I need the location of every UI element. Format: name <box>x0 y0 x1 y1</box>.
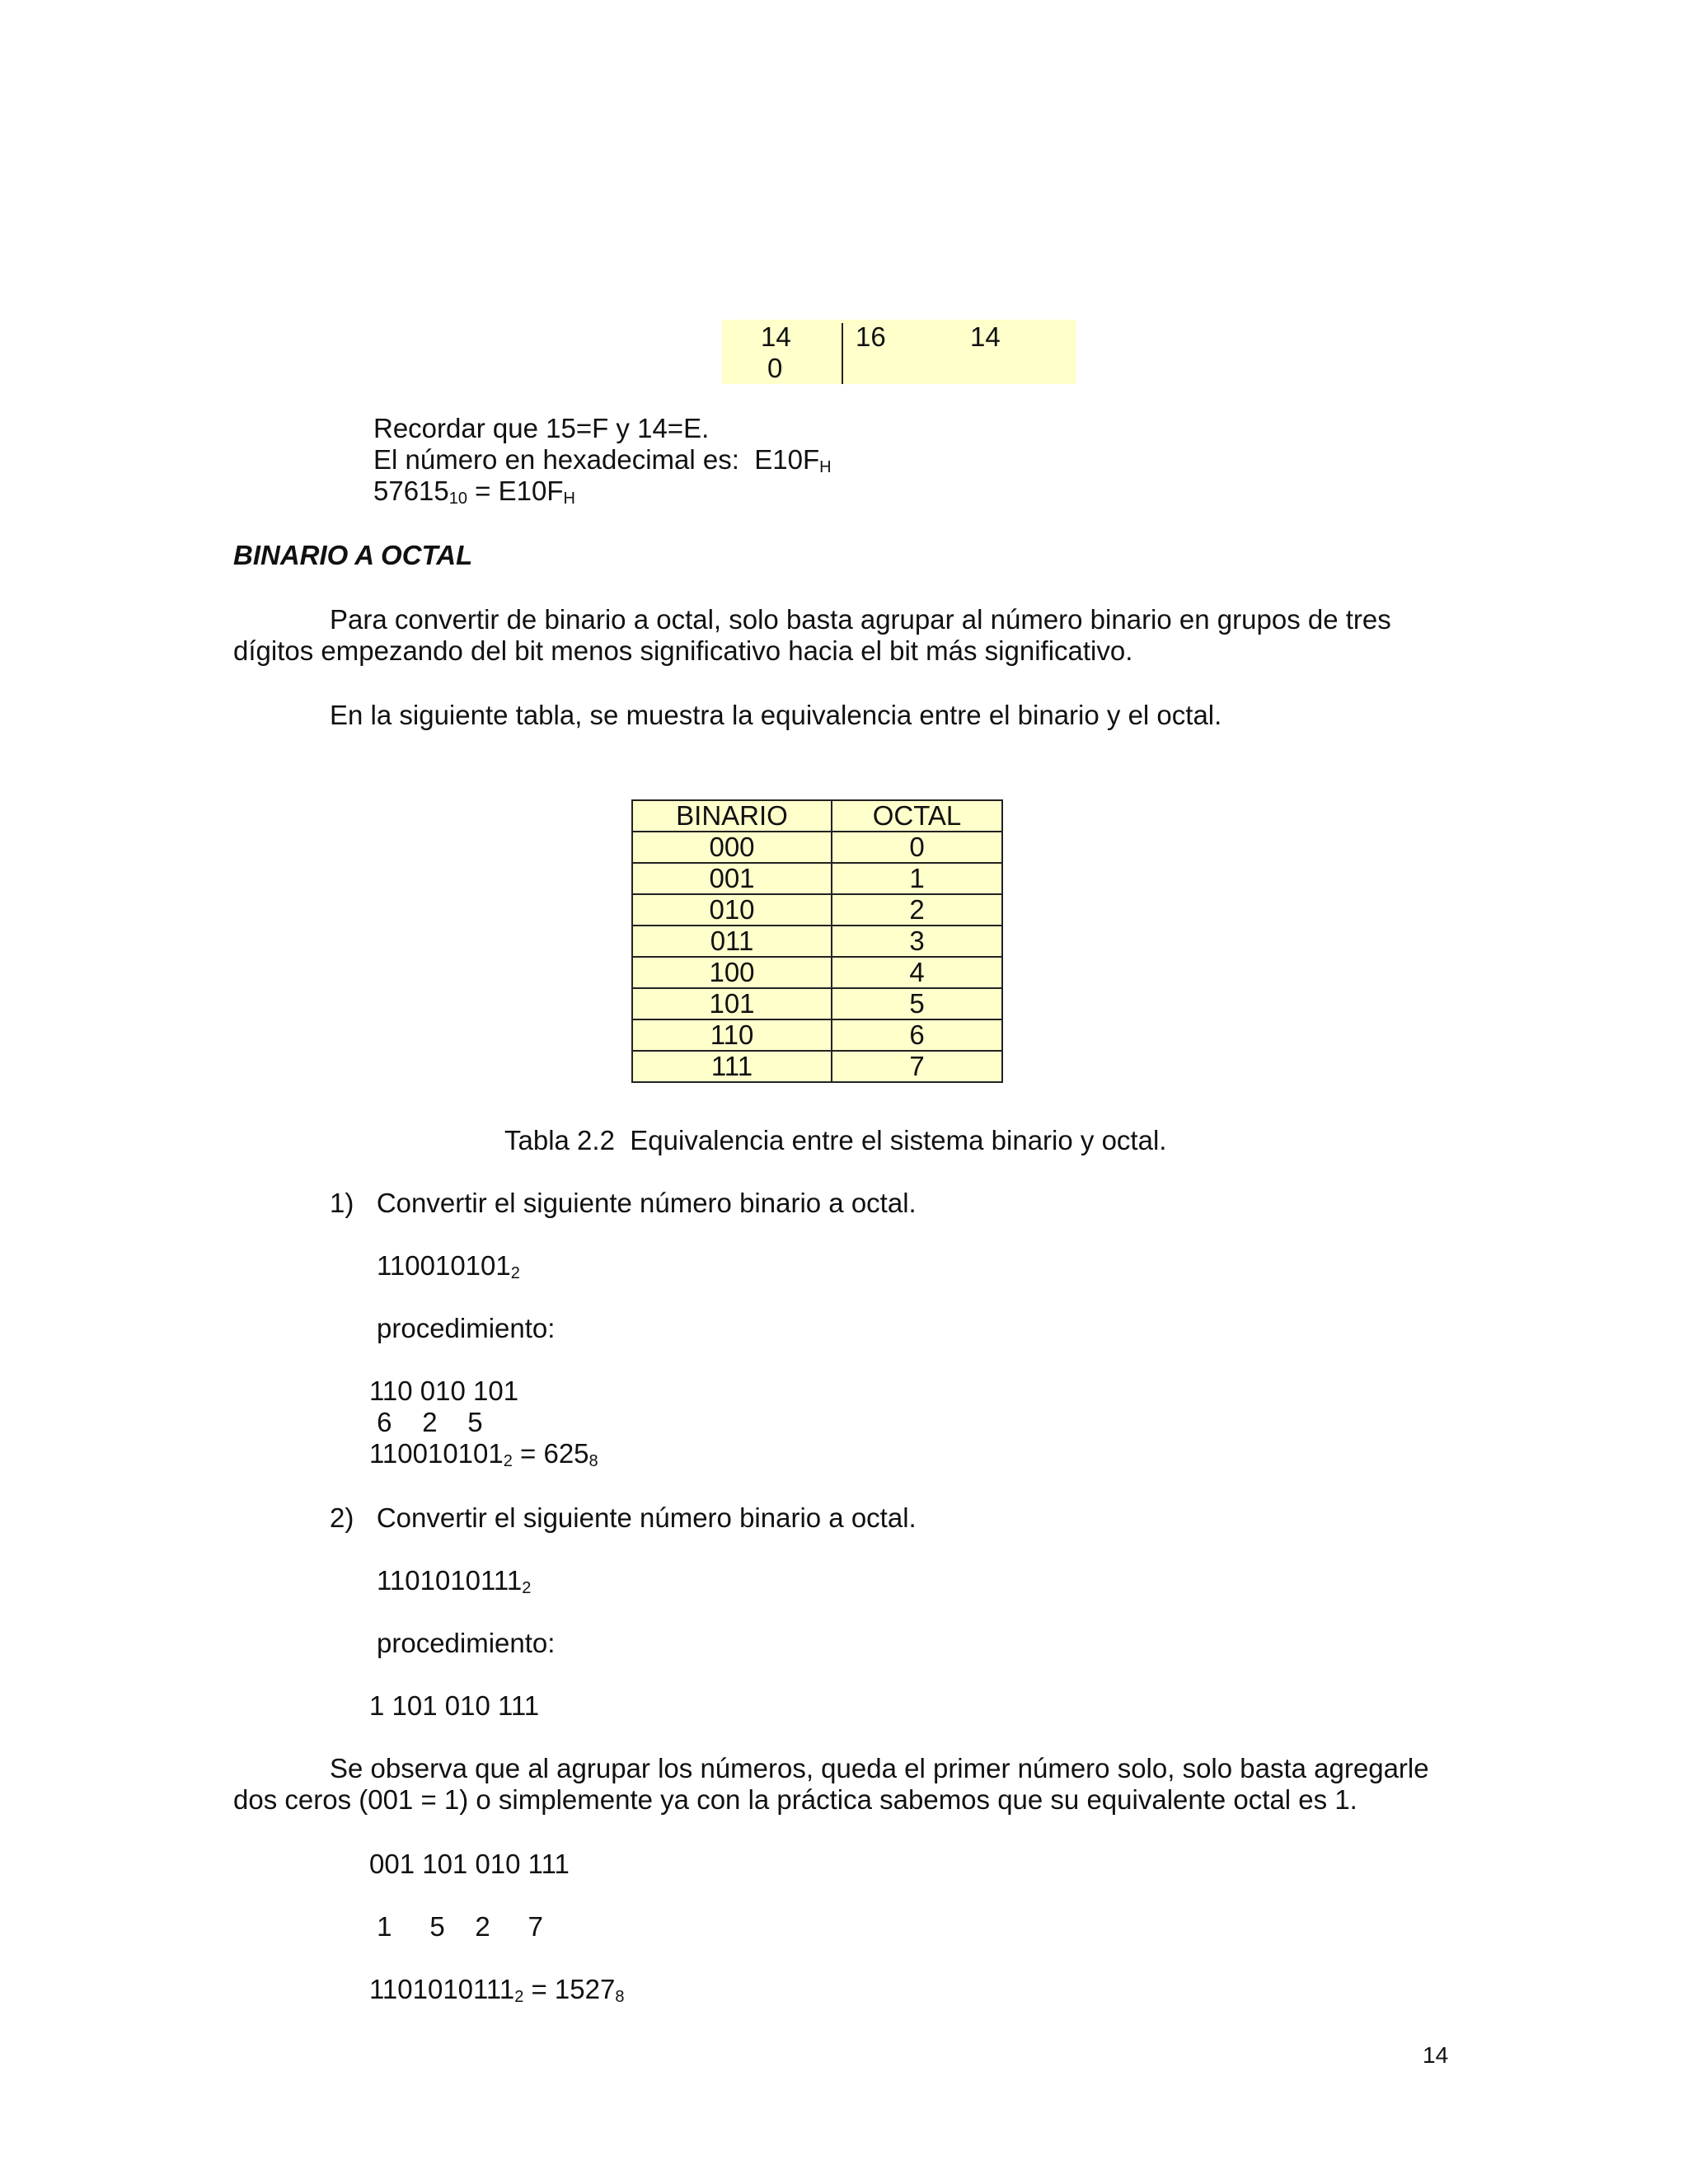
example-2-groups: 1 101 010 111 <box>369 1690 540 1721</box>
example-2-padded-groups: 001 101 010 111 <box>369 1849 570 1879</box>
table-caption: Tabla 2.2 Equivalencia entre el sistema binario y octal. <box>504 1125 1167 1155</box>
table-row <box>632 957 1002 988</box>
example-2-procedure-label: procedimiento: <box>377 1628 556 1658</box>
table-row <box>632 832 1002 863</box>
octal-cell: 7 <box>832 1051 1002 1082</box>
example-1-groups: 110 010 101 <box>369 1376 519 1406</box>
hex-note-3-sub-a: 10 <box>448 490 468 508</box>
example-1-number-value: 110010101 <box>377 1250 511 1281</box>
hex-note-3 <box>373 475 575 508</box>
example-1-result <box>369 1437 598 1470</box>
example-2-result-sub-a: 2 <box>514 1988 524 2006</box>
octal-cell: 2 <box>832 894 1002 926</box>
binary-cell: 110 <box>632 1019 832 1051</box>
binary-cell: 010 <box>632 894 832 926</box>
example-1-result-sub-b: 8 <box>588 1452 598 1470</box>
table-row <box>632 1051 1002 1082</box>
example-1-digits: 6 2 5 <box>369 1407 483 1437</box>
example-2-result-a: 1101010111 <box>369 1974 515 2004</box>
hex-note-1: Recordar que 15=F y 14=E. <box>373 413 710 443</box>
example-2-number-value: 1101010111 <box>377 1565 523 1596</box>
division-divisor: 16 <box>856 321 886 352</box>
example-2-result-sub-b: 8 <box>615 1988 625 2006</box>
binary-octal-table <box>631 799 1003 1083</box>
division-fragment <box>722 320 1076 384</box>
division-quotient: 14 <box>970 321 1001 352</box>
octal-cell: 5 <box>832 988 1002 1019</box>
paragraph-2: En la siguiente tabla, se muestra la equivalencia entre el binario y el octal. <box>330 700 1222 730</box>
example-2-note-line-1: Se observa que al agrupar los números, queda el primer número solo, solo basta agregarle <box>330 1753 1429 1783</box>
table-row <box>632 1019 1002 1051</box>
table-row <box>632 863 1002 894</box>
division-bar <box>842 323 843 384</box>
hex-note-3-sub-b: H <box>563 490 575 508</box>
octal-cell: 1 <box>832 863 1002 894</box>
paragraph-1-line-2: dígitos empezando del bit menos significativo hacia el bit más significativo. <box>233 635 1133 666</box>
hex-note-3-b: = E10F <box>467 476 564 506</box>
example-1-result-b: = 625 <box>512 1438 589 1469</box>
header-octal: OCTAL <box>832 800 1002 832</box>
binary-cell: 001 <box>632 863 832 894</box>
example-2-prompt: 2) Convertir el siguiente número binario a octal. <box>330 1502 917 1533</box>
table-row <box>632 926 1002 957</box>
table-header-row <box>632 800 1002 832</box>
octal-cell: 0 <box>832 832 1002 863</box>
hex-note-2-sub: H <box>819 458 832 476</box>
section-heading: BINARIO A OCTAL <box>233 540 473 570</box>
hex-note-2-text: El número en hexadecimal es: E10F <box>373 444 820 475</box>
binary-cell: 101 <box>632 988 832 1019</box>
example-1-prompt: 1) Convertir el siguiente número binario a octal. <box>330 1188 917 1218</box>
page-number: 14 <box>1423 2042 1449 2068</box>
octal-cell: 6 <box>832 1019 1002 1051</box>
paragraph-1-line-1: Para convertir de binario a octal, solo basta agrupar al número binario en grupos de tres <box>330 604 1391 635</box>
example-1-result-sub-a: 2 <box>503 1452 513 1470</box>
binary-cell: 000 <box>632 832 832 863</box>
example-2-result-b: = 1527 <box>523 1974 616 2004</box>
example-2-number <box>377 1564 531 1597</box>
example-2-note-line-2: dos ceros (001 = 1) o simplemente ya con la práctica sabemos que su equivalente octal es 1. <box>233 1784 1357 1815</box>
example-2-digits: 1 5 2 7 <box>369 1911 543 1942</box>
table-row <box>632 894 1002 926</box>
octal-cell: 3 <box>832 926 1002 957</box>
example-1-number <box>377 1249 520 1282</box>
hex-note-2 <box>373 443 832 476</box>
example-2-number-base: 2 <box>522 1579 532 1597</box>
binary-cell: 011 <box>632 926 832 957</box>
example-2-result <box>369 1973 624 2006</box>
table-row <box>632 988 1002 1019</box>
division-remainder-top: 14 <box>761 321 791 352</box>
binary-cell: 100 <box>632 957 832 988</box>
header-binario: BINARIO <box>632 800 832 832</box>
hex-note-3-a: 57615 <box>373 476 449 506</box>
example-1-result-a: 110010101 <box>369 1438 504 1469</box>
octal-cell: 4 <box>832 957 1002 988</box>
example-1-procedure-label: procedimiento: <box>377 1313 556 1343</box>
division-remainder-bottom: 0 <box>767 353 783 383</box>
binary-cell: 111 <box>632 1051 832 1082</box>
example-1-number-base: 2 <box>510 1264 520 1282</box>
